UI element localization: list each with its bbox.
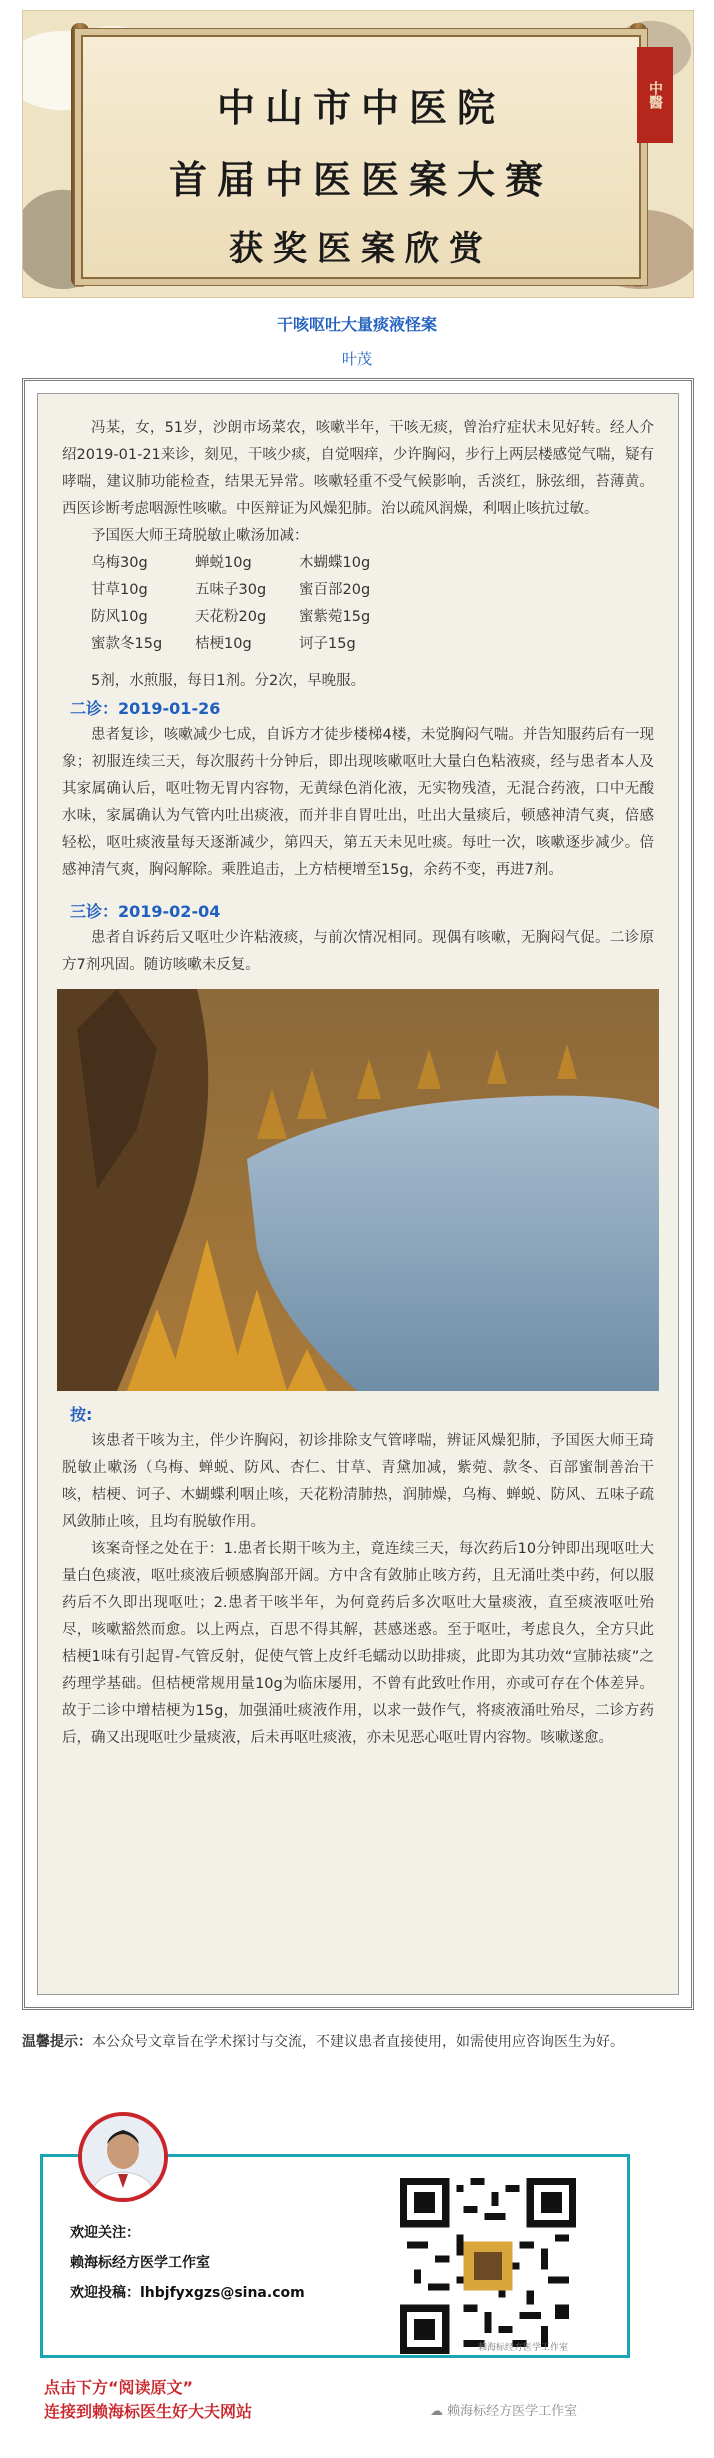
visit-3-paragraph: 患者自诉药后又呕吐少许粘液痰，与前次情况相同。现偶有咳嗽，无胸闷气促。二诊原方7剂巩固。随访咳嗽未反复。 — [62, 930, 654, 973]
disclaimer — [22, 2030, 702, 2054]
article-body — [62, 415, 654, 1752]
dosage-note: 5剂，水煎服，每日1剂。分2次，早晚服。 — [91, 673, 366, 689]
herb-item: 五味子30g — [195, 582, 267, 598]
visit-3-heading: 三诊：2019-02-04 — [70, 902, 221, 921]
analysis-heading: 按: — [70, 1405, 93, 1424]
herb-item: 桔梗10g — [195, 636, 252, 652]
studio-name: 赖海标经方医学工作室 — [70, 2255, 210, 2271]
herb-list — [62, 550, 654, 658]
herb-item: 乌梅30g — [91, 555, 148, 571]
read-original-prompt — [44, 2376, 252, 2424]
herb-item: 防风10g — [91, 609, 148, 625]
disclaimer-label: 温馨提示： — [22, 2034, 92, 2050]
watermark-text: 赖海标经方医学工作室 — [447, 2404, 578, 2419]
visit-2-paragraph: 患者复诊，咳嗽减少七成，自诉方才徒步楼梯4楼，未觉胸闷气喘。并告知服药后有一现象；初服连续三天，每次服药十分钟后，即出现咳嗽呕吐大量白色粘液痰，经与患者本人及其家属确认后，呕吐物无胃内容物，无黄绿色消化液，无实物残渣，无混合药液，口中无酸水味，家属确认为气管内吐出痰液，而并非自胃吐出，吐出大量痰后，顿感神清气爽，倍感轻松，呕吐痰液量每天逐渐减少，第四天，第五天未见吐痰。每吐一次，咳嗽逐步减少。倍感神清气爽，胸闷解除。乘胜追击，上方桔梗增至15g，余药不变，再进7剂。 — [62, 727, 654, 878]
analysis-paragraph-2: 该案奇怪之处在于：1.患者长期干咳为主，竟连续三天，每次药后10分钟即出现呕吐大量白色痰液，呕吐痰液后顿感胸部开阔。方中含有敛肺止咳方药，且无涌吐类中药，何以服药后不久即出现呕吐；2.患者干咳半年，为何竟药后多次呕吐大量痰液，直至痰液呕吐殆尽，咳嗽豁然而愈。以上两点，百思不得其解，甚感迷惑。至于呕吐，考虑良久，全方只此桔梗1味有引起胃-气管反射，促使气管上皮纤毛蠕动以助排痰，此即为其功效“宣肺祛痰”之药理学基础。但桔梗常规用量10g为临床屡用，不曾有此致吐作用，亦或可存在个体差异。故于二诊中增桔梗为15g，加强涌吐痰液作用，以求一鼓作气，将痰液涌吐殆尽，二诊方药后，确又出现呕吐少量痰液，后未再呕吐痰液，亦未见恶心呕吐胃内容物。咳嗽遂愈。 — [62, 1541, 654, 1746]
herb-row — [91, 631, 654, 658]
submission-label: 欢迎投稿： — [70, 2285, 140, 2301]
submission-email[interactable]: lhbjfyxgzs@sina.com — [140, 2285, 305, 2301]
prescription-intro: 予国医大师王琦脱敏止嗽汤加减： — [91, 528, 309, 544]
autumn-lake-photo — [57, 989, 659, 1391]
read-original-label[interactable]: 点击下方“阅读原文” — [44, 2378, 194, 2397]
herb-item: 木蝴蝶10g — [299, 555, 371, 571]
submission-line — [70, 2278, 305, 2308]
article-title: 干咳呕吐大量痰液怪案 — [276, 315, 437, 334]
herb-item: 蜜款冬15g — [91, 636, 163, 652]
analysis-paragraph-1: 该患者干咳为主，伴少许胸闷，初诊排除支气管哮喘，辨证风燥犯肺，予国医大师王琦脱敏止嗽汤（乌梅、蝉蜕、防风、杏仁、甘草、青黛加减，紫菀、款冬、百部蜜制善治干咳，桔梗、诃子、木蝴蝶利咽止咳，天花粉清肺热，润肺燥，乌梅、蝉蜕、防风、五味子疏风敛肺止咳，且均有脱敏作用。 — [62, 1433, 654, 1530]
follow-label: 欢迎关注： — [70, 2225, 140, 2241]
header-banner — [22, 10, 694, 298]
banner-scroll — [81, 35, 641, 279]
intro-paragraph: 冯某，女，51岁，沙朗市场菜农，咳嗽半年，干咳无痰，曾治疗症状未见好转。经人介绍2019-01-21来诊，刻见，干咳少痰，自觉咽痒，少许胸闷，步行上两层楼感觉气喘，疑有哮喘，建议肺功能检查，结果无异常。咳嗽轻重不受气候影响，舌淡红，脉弦细，苔薄黄。西医诊断考虑咽源性咳嗽。中医辩证为风燥犯肺。治以疏风润燥，利咽止咳抗过敏。 — [62, 420, 654, 517]
website-link[interactable]: 连接到赖海标医生好大夫网站 — [44, 2402, 253, 2421]
doctor-portrait-icon — [82, 2116, 164, 2198]
article-author: 叶茂 — [341, 350, 372, 368]
doctor-avatar — [78, 2112, 168, 2202]
visit-2-heading: 二诊：2019-01-26 — [70, 699, 221, 718]
banner-line-3: 获奖医案欣赏 — [229, 229, 493, 269]
watermark — [430, 2400, 577, 2419]
herb-item: 天花粉20g — [195, 609, 267, 625]
wechat-icon: ☁ — [430, 2404, 443, 2419]
qr-code[interactable] — [400, 2178, 576, 2354]
herb-item: 蜜紫菀15g — [299, 609, 371, 625]
banner-line-1: 中山市中医院 — [216, 85, 505, 130]
disclaimer-text: 本公众号文章旨在学术探讨与交流，不建议患者直接使用，如需使用应咨询医生为好。 — [92, 2034, 624, 2050]
qr-caption: 赖海标经方医学工作室 — [478, 2343, 569, 2353]
herb-row — [91, 604, 654, 631]
banner-line-2: 首届中医医案大赛 — [168, 157, 553, 202]
herb-item: 蜜百部20g — [299, 582, 371, 598]
herb-item: 诃子15g — [299, 636, 356, 652]
red-seal-stamp: 中醫 — [637, 47, 673, 143]
herb-row — [91, 577, 654, 604]
contact-info — [70, 2218, 305, 2308]
herb-row — [91, 550, 654, 577]
herb-item: 甘草10g — [91, 582, 148, 598]
herb-item: 蝉蜕10g — [195, 555, 252, 571]
